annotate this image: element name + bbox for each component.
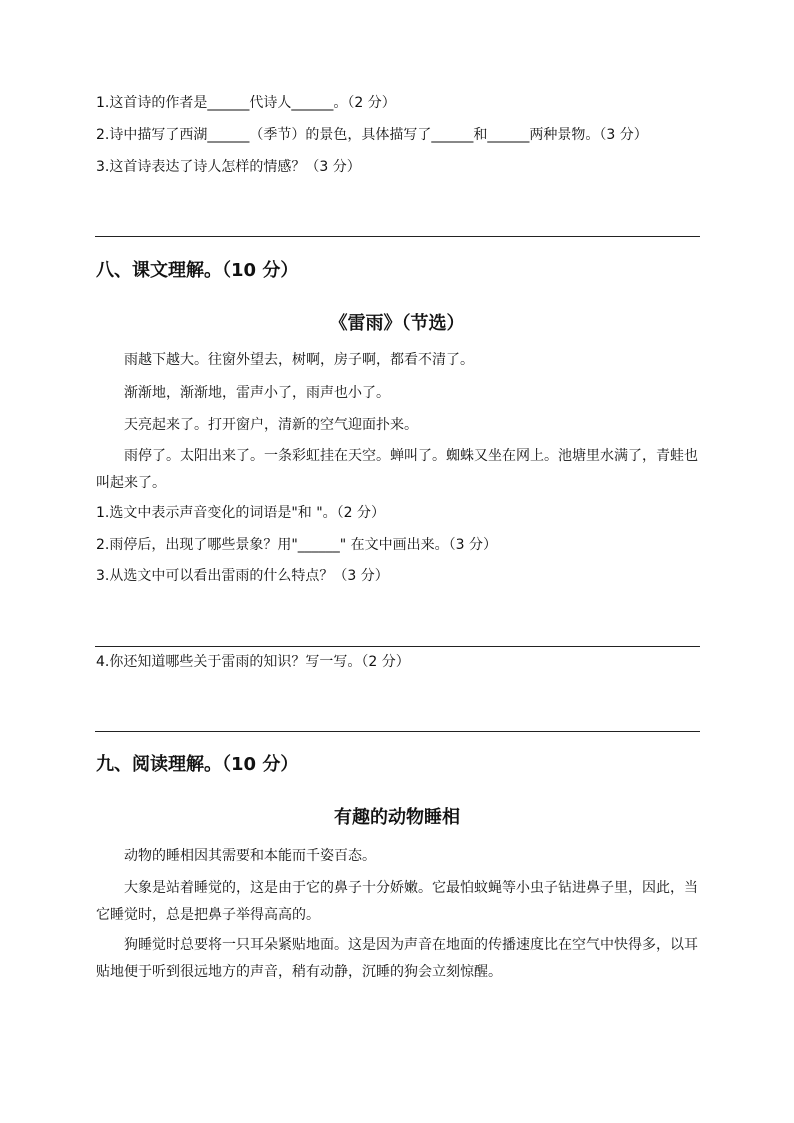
section-8-question-3: 3.从选文中可以看出雷雨的什么特点？（3 分） [96,568,389,584]
answer-line [95,236,700,237]
section-8-article-title: 《雷雨》（节选） [329,313,465,334]
section-8-question-1: 1.选文中表示声音变化的词语是"和 "。（2 分） [96,505,386,521]
section-8-paragraph: 雨越下越大。往窗外望去，树啊，房子啊，都看不清了。 [124,352,474,368]
section-8-heading: 八、课文理解。（10 分） [96,260,299,281]
section-9-paragraph: 大象是站着睡觉的，这是由于它的鼻子十分娇嫩。它最怕蚊蝇等小虫子钻进鼻子里，因此，当它睡觉时，总是把鼻子举得高高的。 [96,880,698,923]
section-9-heading: 九、阅读理解。（10 分） [96,754,299,775]
section-9-article-title: 有趣的动物睡相 [334,807,460,828]
section-8-paragraph: 渐渐地，渐渐地，雷声小了，雨声也小了。 [124,385,390,401]
section-8-paragraph: 雨停了。太阳出来了。一条彩虹挂在天空。蝉叫了。蜘蛛又坐在网上。池塘里水满了，青蛙也叫起来了。 [96,448,698,491]
answer-line [95,731,700,732]
section-9-paragraph: 狗睡觉时总要将一只耳朵紧贴地面。这是因为声音在地面的传播速度比在空气中快得多，以耳贴地便于听到很远地方的声音，稍有动静，沉睡的狗会立刻惊醒。 [96,937,698,980]
poem-question-3: 3.这首诗表达了诗人怎样的情感？（3 分） [96,159,361,175]
answer-line [95,646,700,647]
section-8-question-4: 4.你还知道哪些关于雷雨的知识？写一写。（2 分） [96,654,410,670]
section-9-paragraph: 动物的睡相因其需要和本能而千姿百态。 [124,848,376,864]
section-8-paragraph: 天亮起来了。打开窗户，清新的空气迎面扑来。 [124,417,418,433]
poem-question-1: 1.这首诗的作者是______代诗人______。（2 分） [96,95,396,111]
section-8-question-2: 2.雨停后，出现了哪些景象？用"______" 在文中画出来。（3 分） [96,537,498,553]
poem-question-2: 2.诗中描写了西湖______（季节）的景色，具体描写了______和______两种景物。（3 分） [96,127,648,143]
